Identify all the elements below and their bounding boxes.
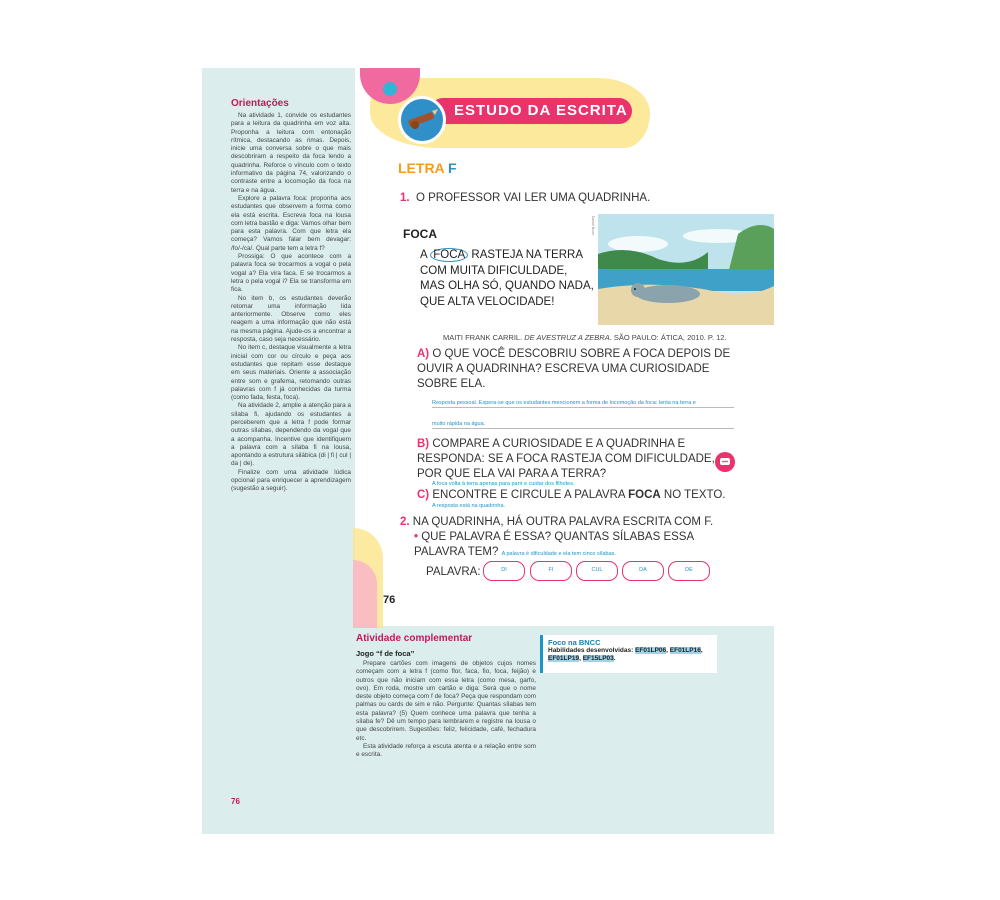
poem-citation: MAITI FRANK CARRIL. DE AVESTRUZ A ZEBRA. SÃO PAULO: ÁTICA, 2010. P. 12. (443, 333, 727, 342)
activity-paragraph: Prepare cartões com imagens de objetos cujos nomes começam com a letra f (como flor, faca, fio, foca, feijão) e outros que não iniciam com essa letra (como mesa, garfo, ovo). Em roda, mostre um cartão e diga: Será que o nome deste objeto começa com f de foca? Peça que respondam com palmas ou cards de sim e não. Pergunte: Quantas sílabas tem esta palavra? (5) Quem conhece uma palavra que tenha a sílaba fe? Dê um tempo para lembrarem e registre na lousa o que descobrirem. Sugestões: feliz, felicidade, café, fechadura etc. (356, 660, 536, 742)
syllable-box[interactable]: DE (668, 561, 710, 581)
poem: A FOCA RASTEJA NA TERRA COM MUITA DIFICULDADE, MAS OLHA SÓ, QUANDO NADA, QUE ALTA VELOCIDADE! (420, 249, 594, 308)
student-page-number: 76 (383, 594, 396, 606)
palavra-label: PALAVRA: (426, 566, 481, 578)
section-banner: ESTUDO DA ESCRITA (430, 98, 632, 124)
bncc-title: Foco na BNCC (548, 638, 601, 647)
orient-paragraph: Na atividade 1, convide os estudantes para a leitura da quadrinha em voz alta. Proponha a leitura com entonação rítmica, destacando as rimas. Depois, inicie uma conversa sobre o que mais descobriram a respeito da foca lendo a quadrinha. Reforce o vínculo com o texto informativo da página 74, valorizando o contraste entre a locomoção da foca na terra e na água. (231, 112, 351, 194)
question-2: 2. NA QUADRINHA, HÁ OUTRA PALAVRA ESCRITA COM F. (400, 516, 714, 528)
answer-1b: A foca volta à terra apenas para parir e cuidar dos filhotes. (432, 481, 575, 487)
activity-paragraph: Esta atividade reforça a escuta atenta e a relação entre som e escrita. (356, 742, 536, 759)
pencil-icon (398, 96, 446, 144)
activity-title: Atividade complementar (356, 633, 473, 644)
question-1b: B) COMPARE A CURIOSIDADE E A QUADRINHA E RESPONDA: SE A FOCA RASTEJA COM DIFICULDADE, POR QUE ELA VAI PARA A TERRA? (417, 438, 715, 480)
bncc-box (540, 635, 717, 673)
question-1a: A) O QUE VOCÊ DESCOBRIU SOBRE A FOCA DEPOIS DE OUVIR A QUADRINHA? ESCREVA UMA CURIOSIDADE SOBRE ELA. (417, 348, 731, 390)
syllable-box[interactable]: DA (622, 561, 664, 581)
circled-word: FOCA (430, 248, 468, 262)
answer-line (432, 407, 734, 408)
orient-paragraph: No item c, destaque visualmente a letra inicial com cor ou círculo e peça aos estudantes que repitam esse destaque em seus materiais. Oriente a associação entre som e grafema, retomando outras palavras com f já conhecidas da turma (como fada, festa, foca). (231, 344, 351, 402)
answer-line (432, 428, 734, 429)
answer-1a-line2: muito rápida na água. (432, 421, 486, 427)
answer-1a-line1: Resposta pessoal. Espera-se que os estudantes mencionem a forma de locomoção da foca: lenta na terra e (432, 400, 696, 406)
orient-paragraph: Prossiga: O que acontece com a palavra foca se trocarmos a vogal o pela vogal a? Ela vira faca. E se trocarmos a letra o pela vogal i? Ela se transforma em fica. (231, 253, 351, 294)
orientacoes-title: Orientações (231, 98, 289, 109)
orient-paragraph: No item b, os estudantes deverão retomar uma informação lida anteriormente. Observe como eles reagem a uma informação que não está na mesma página. Ajude-os a encontrar a resposta, caso seja necessário. (231, 294, 351, 344)
syllable-box[interactable]: FI (530, 561, 572, 581)
bncc-skills: Habilidades desenvolvidas: EF01LP06, EF01LP16, EF01LP19, EF15LP03. (548, 647, 703, 662)
activity-text (356, 660, 536, 760)
orient-paragraph: Na atividade 2, amplie a atenção para a sílaba fi, ajudando os estudantes a perceberem que a letra f pode formar outras sílabas, dependendo da vogal que a acompanha. Incentive que identifiquem a palavra com a sílaba fi na lousa, apontando a estrutura silábica (di | fi | cul | da | de). (231, 402, 351, 468)
orient-paragraph: Explore a palavra foca: proponha aos estudantes que observem a forma como ela está escrita. Escreva foca na lousa com letra bastão e diga: Vamos olhar bem para esta palavra. Com que letra ela começa? Vamos falar bem devagar: /fo/-/ca/. Qual parte tem a letra f? (231, 194, 351, 252)
oral-activity-icon (715, 452, 735, 472)
question-2-bullet: • QUE PALAVRA É ESSA? QUANTAS SÍLABAS ESSA PALAVRA TEM? A palavra é dificuldade e ela tem cinco sílabas. (414, 531, 694, 558)
orientacoes-text (231, 112, 351, 494)
image-credit: Daniel Brum (591, 216, 595, 236)
answer-1c: A resposta está na quadrinha. (432, 503, 506, 509)
header-blue-dot (383, 82, 397, 96)
teacher-guide-column (202, 68, 355, 834)
question-1c: C) ENCONTRE E CIRCULE A PALAVRA FOCA NO TEXTO. (417, 489, 726, 501)
poem-title: FOCA (403, 227, 437, 241)
syllable-box[interactable]: CUL (576, 561, 618, 581)
syllable-box[interactable]: DI (483, 561, 525, 581)
section-title: LETRA F (398, 160, 457, 176)
orient-paragraph: Finalize com uma atividade lúdica opcional para enriquecer a aprendizagem (sugestão a seguir). (231, 468, 351, 493)
seal-illustration (598, 214, 774, 325)
question-1: 1. O PROFESSOR VAI LER UMA QUADRINHA. (400, 192, 651, 204)
game-title: Jogo “f de foca” (356, 649, 415, 658)
guide-page-number: 76 (231, 797, 240, 806)
